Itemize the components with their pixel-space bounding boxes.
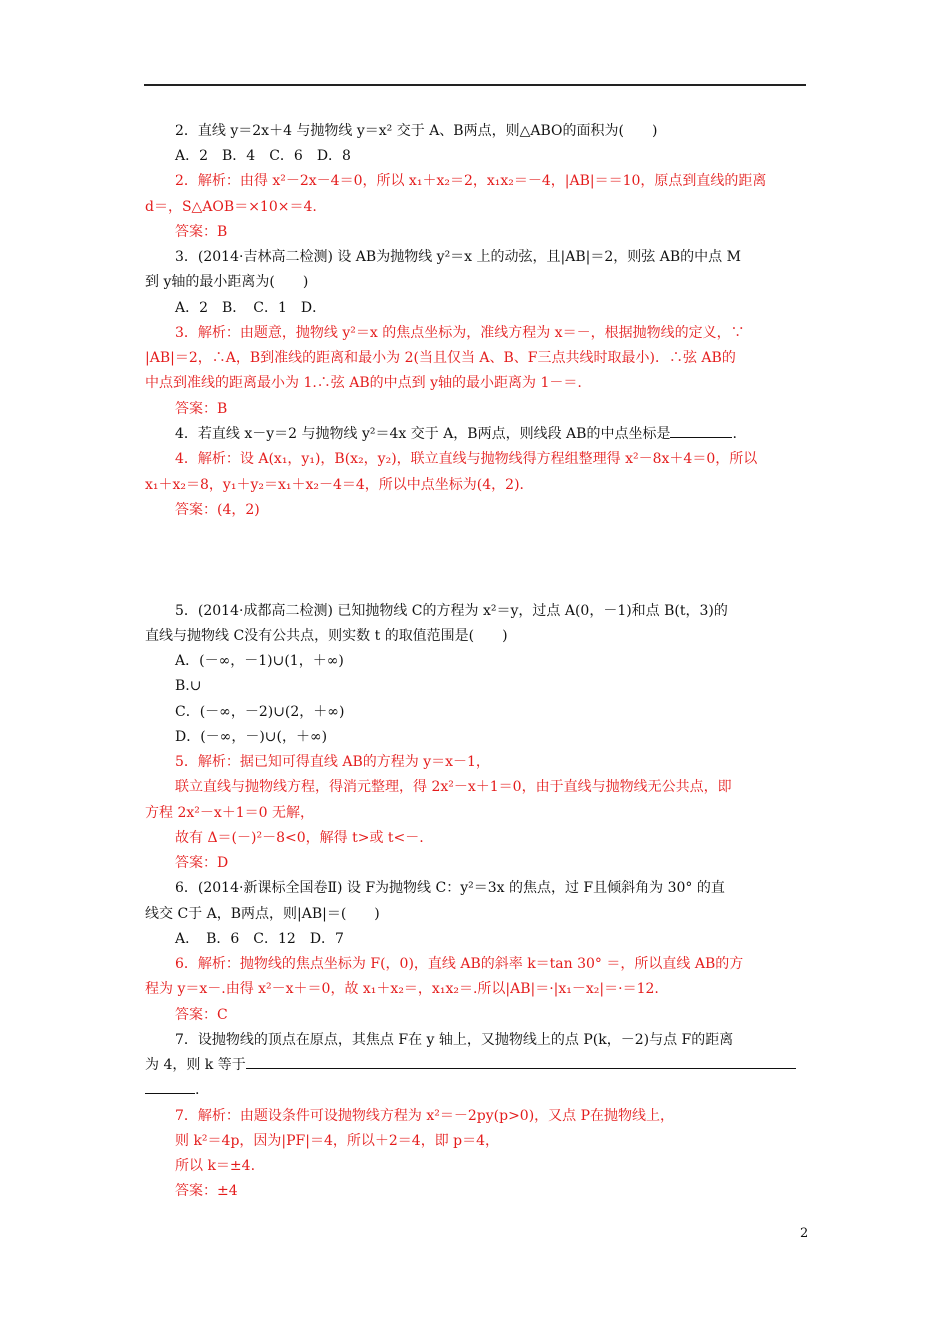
q3-stem-2: 到 y轴的最小距离为( ): [145, 274, 309, 290]
q2-stem: 2．直线 y＝2x＋4 与抛物线 y＝x² 交于 A、B两点，则△ABO的面积为( ): [175, 123, 658, 139]
q2-answer: 答案：B: [175, 224, 228, 240]
header-rule: [144, 84, 806, 86]
q5-solution-1: 5．解析：据已知可得直线 AB的方程为 y＝x－1，: [175, 754, 490, 770]
q5-stem-1: 5．(2014·成都高二检测) 已知抛物线 C的方程为 x²＝y，过点 A(0，－1)和点 B(t，3)的: [175, 603, 728, 619]
q7-solution-2: 则 k²＝4p，因为|PF|＝4，所以＋2＝4，即 p＝4，: [175, 1133, 500, 1149]
q3-options: A．2 B． C．1 D．: [175, 300, 327, 316]
q5-solution-4: 故有 Δ＝(－)²－8<0，解得 t>或 t<－.: [175, 830, 424, 846]
q5-option-c: C．(－∞，－2)∪(2，＋∞): [175, 704, 345, 720]
q7-answer-blank: [246, 1056, 796, 1069]
q7-stem-3: .: [145, 1081, 199, 1099]
q6-solution-1: 6．解析：抛物线的焦点坐标为 F(，0)，直线 AB的斜率 k＝tan 30° ＝，所以直线 AB的方: [175, 956, 744, 972]
q7-answer-blank-cont: [145, 1081, 195, 1094]
q3-stem-1: 3．(2014·吉林高二检测) 设 AB为抛物线 y²＝x 上的动弦，且|AB|＝2，则弦 AB的中点 M: [175, 249, 741, 265]
q6-solution-2: 程为 y＝x－.由得 x²－x＋＝0，故 x₁＋x₂＝，x₁x₂＝.所以|AB|＝·|x₁－x₂|＝·＝12.: [145, 981, 659, 997]
q6-stem-1: 6．(2014·新课标全国卷Ⅱ) 设 F为抛物线 C：y²＝3x 的焦点，过 F且倾斜角为 30° 的直: [175, 880, 725, 896]
q7-stem-2-text: 为 4，则 k 等于: [145, 1057, 246, 1073]
q5-stem-2: 直线与抛物线 C没有公共点，则实数 t 的取值范围是( ): [145, 628, 508, 644]
q3-solution-1: 3．解析：由题意，抛物线 y²＝x 的焦点坐标为，准线方程为 x＝－，根据抛物线的定义，∵: [175, 325, 745, 341]
q4-stem-text: 4．若直线 x－y＝2 与抛物线 y²＝4x 交于 A，B两点，则线段 AB的中点坐标是: [175, 426, 671, 442]
q2-options: A．2 B．4 C．6 D．8: [175, 148, 351, 164]
q2-solution-1: 2．解析：由得 x²－2x－4＝0，所以 x₁＋x₂＝2，x₁x₂＝－4，|AB|＝＝10，原点到直线的距离: [175, 173, 767, 189]
q5-option-b: B.∪: [175, 678, 202, 694]
q6-stem-2: 线交 C于 A，B两点，则|AB|＝( ): [145, 906, 380, 922]
q7-stem-2: [145, 1056, 796, 1074]
q3-solution-3: 中点到准线的距离最小为 1.∴弦 AB的中点到 y轴的最小距离为 1－＝.: [145, 375, 582, 391]
q7-solution-1: 7．解析：由题设条件可设抛物线方程为 x²＝－2py(p>0)，又点 P在抛物线上，: [175, 1108, 675, 1124]
q6-answer: 答案：C: [175, 1007, 228, 1023]
q4-stem: 4．若直线 x－y＝2 与抛物线 y²＝4x 交于 A，B两点，则线段 AB的中点坐标是 .: [175, 426, 737, 442]
q5-option-a: A．(－∞，－1)∪(1，＋∞): [175, 653, 344, 669]
q4-solution-1: 4．解析：设 A(x₁，y₁)，B(x₂，y₂)，联立直线与抛物线得方程组整理得 x²－8x＋4＝0，所以: [175, 451, 758, 467]
q3-answer: 答案：B: [175, 401, 228, 417]
q2-solution-2: d＝，S△AOB＝×10×＝4.: [145, 199, 317, 215]
q6-options: A． B．6 C．12 D．7: [175, 931, 344, 947]
q4-solution-2: x₁＋x₂＝8，y₁＋y₂＝x₁＋x₂－4＝4，所以中点坐标为(4，2)．: [145, 477, 534, 493]
q5-solution-3: 方程 2x²－x＋1＝0 无解，: [145, 805, 315, 821]
q4-answer: 答案：(4，2): [175, 502, 260, 518]
q7-stem-1: 7．设抛物线的顶点在原点，其焦点 F在 y 轴上，又抛物线上的点 P(k，－2)与点 F的距离: [175, 1032, 734, 1048]
page-number: 2: [800, 1226, 809, 1241]
q7-solution-3: 所以 k＝±4.: [175, 1158, 256, 1174]
q4-answer-blank: [670, 425, 732, 438]
q5-answer: 答案：D: [175, 855, 229, 871]
q7-answer: 答案：±4: [175, 1183, 238, 1199]
q5-option-d: D．(－∞，－)∪(，＋∞): [175, 729, 328, 745]
q5-solution-2: 联立直线与抛物线方程，得消元整理，得 2x²－x＋1＝0，由于直线与抛物线无公共点，即: [175, 779, 732, 795]
q3-solution-2: |AB|＝2，∴A，B到准线的距离和最小为 2(当且仅当 A、B、F三点共线时取最小)．∴弦 AB的: [145, 350, 736, 366]
